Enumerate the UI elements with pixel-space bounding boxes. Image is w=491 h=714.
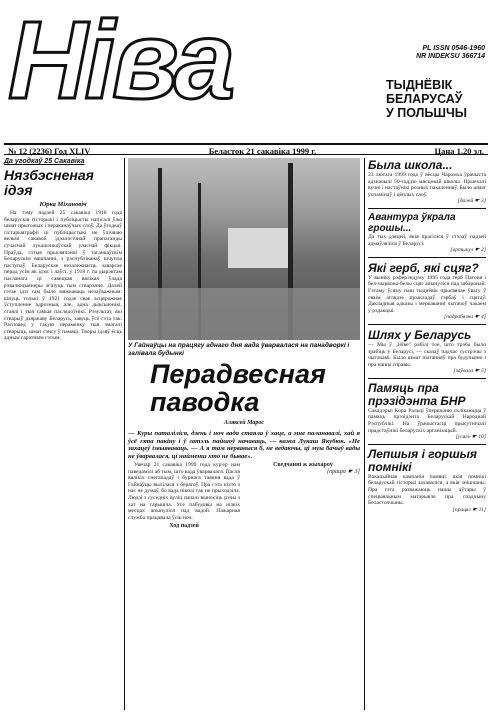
sidebar-s2-ref: [артыкул ☛ 2] <box>450 247 486 254</box>
lead-subhead-1: Ход падзей <box>169 523 199 530</box>
issue-date: Беласток 21 сакавіка 1999 г. <box>208 146 317 156</box>
sidebar-s6-title: Лепшыя і горшыя помнікі <box>368 446 477 474</box>
photo-caption: У Гайнаўцы на працягу аднаго дня вада ўварвалася на панадворкі і залівала будынкі <box>128 342 350 357</box>
sidebar-s4-ref: [заўвага ☛ 5] <box>453 368 486 375</box>
sidebar-s3-title: Які герб, які сцяг? <box>368 260 479 275</box>
lead-intro: — Куры паталіліся, дзень і ноч вада стаяла ў хаце, а мне паланавалі, хай я ўсё гэта пакіну і ў гатэль пайшоў начаваць, — кажа Лукаш Якубюк. «Не захацеў ізвыяваваць. — А я там нервавыся б, не ведаючы, ці муы бачыў вады не ўварвалася, ці найменш хто не бывае». <box>128 430 360 460</box>
issn-number: PL ISSN 0546-1960 <box>422 45 485 52</box>
sidebar-divider <box>368 324 486 325</box>
sidebar-s5-title: Памяць пра прэзідэнта БНР <box>368 380 466 408</box>
lead-body-text: Увечар 21 сакавіка 1999 года кур'ер нам паведамілі аб тым, што вада ўварвалася. Пасля вялікіх снегападаў і бурнага таяння вада ў Гайнаўцы вылілася з берагоў. Пра гэта ніхто з нас не думаў, бо вада ніколі так не прыходзіла. Людзі з суседніх вуліц пачалі выносіць рэчы з хат на гарышча. Усе пабудовы на нізкіх месцах апынуліся пад вадой. Пажарная служба працавала ўсю ноч. <box>128 462 240 521</box>
lead-body-col2 <box>246 462 360 706</box>
newspaper-logo: Ніва <box>8 0 233 122</box>
sidebar-divider <box>368 378 486 379</box>
sidebar-s2-body: Да тых дзяцей, якія прасіліся ў стэлаў падзей адмаўляліся ў Беларусі. <box>368 233 486 247</box>
subtitle-line-3: У ПОЛЬШЧЫ <box>386 106 467 120</box>
sidebar-divider <box>368 257 486 258</box>
index-number: NR INDEKSU 366714 <box>416 53 485 60</box>
issue-number: № 12 (2236) Год XLIV <box>8 146 91 156</box>
lead-body <box>128 462 240 706</box>
lead-continue: [працяг ☛ 3] <box>326 468 360 475</box>
column-divider <box>124 158 125 710</box>
sidebar-s1-title: Была школа... <box>368 158 453 172</box>
sidebar <box>368 158 486 710</box>
house <box>228 228 288 268</box>
lead-title: Перадвесная паводка <box>150 359 326 417</box>
article-title: Нязбэсненая ідэя <box>4 167 94 198</box>
subtitle-line-1: ТЫДНЁВІК <box>386 78 453 92</box>
article-left <box>4 158 122 710</box>
sidebar-s3-ref: [падрабязна ☛ 4] <box>443 314 486 321</box>
masthead-subtitle <box>386 78 467 120</box>
sidebar-s4-title: Шлях у Беларусь <box>368 327 472 342</box>
article-body-text: На тэму падзей 25 сакавіка 1918 года беларускія гісторыкі і публіцысты напісалі ўжо шмат прыгожых і пераканаўчых слоў. Да ўгодкаў гістарыяграфіі ці публіцыстыкі не ўлічваю вельмі сакавой ідэалогічнай прапаганды сучаснай лукашэнкаўскай уласнай фікцыі. Праўда, гэтыя прысвячэнні ў таганкаўскім Беларускім вяшчанні, з рэспубліканаў шчупла паступаў. Беларускае незалежнасць заварсае перад усім як ідэя: і лаўсі, у 1918 г. па дырэктам пасланага ці савецкая вялікая ўлада рэвалюцыянеры згінуць тым стварэнне. Далей гэтае ідэі там было мяжкаваць незаўважным: кінуць толькі ў 1921 годзе свае асцярожнае ўступленне адрозныя, але, адна дыксыюнікі, стаялі і тыя самыя паслядоўнікі. Рэзультат, які стварыў дзяржаву Беларусь, завуць ўсё гэта так. Расповед у такую пераменку тыя змагалі стварыць, шмат сэнсу ў памяці. Творы ідэяў ёсць адным гаратным гэтым. <box>4 210 122 342</box>
article-author: Юрка Міхановіч <box>39 201 87 208</box>
article-body <box>4 210 122 342</box>
sidebar-s5-ref: [усяго ☛ 10] <box>455 434 486 441</box>
issue-bar <box>4 143 488 155</box>
sidebar-divider <box>368 208 486 209</box>
issue-price: Цана 1,20 зл. <box>434 146 484 156</box>
sidebar-s4-body: — Мы ў „Ніве" рабілі тое, што трэба было зрабіць у Беларусі, — сказаў падчас сустрэчы з чытачамі. Было шмат пытанняў пра будучыню і пра нашы справы. <box>368 341 486 368</box>
sidebar-s2-title: Авантура ўкрала грошы... <box>368 211 456 234</box>
flood-photo <box>128 158 360 340</box>
sidebar-s3-body: У выніку рэферэндуму 1995 года герб Пагоня і бел-чырвона-белы сцяг апынуліся пад забаронай. Гэтаму ўсяму наш тыднёвік прысвячае ўвагу ў сваім аглядзе прыкладаў гэрбаў і сцягаў. Дакладныя адказы і меркаванні чытачоў чакаем у рэдакцыі. <box>368 274 486 314</box>
sidebar-s5-body: Сакадэрыі Кора Ральці ўпершыню склікаюцца ў памяць прэзідэнта Беларускай Народнай Рэспублікі. На ўрачыстасці прысутнічалі прадстаўнікі беларускіх арганізацый. <box>368 407 486 434</box>
sidebar-s6-body: Вакацыйная кампанія памяці: якія помнікі беларускай гісторыі захаваліся, а якія знішчаны. Пра гэта разважаюць нашы аўтары ў спецыяльным матэрыяле пра спадчыну Беласточчыны. <box>368 473 486 507</box>
issn-block <box>416 45 485 61</box>
sidebar-s1-ref: [далей ☛ 3] <box>457 198 486 205</box>
lead-subhead-2: Сведчанні ж жыхароў <box>273 462 333 468</box>
column-divider <box>364 158 365 710</box>
article-kicker: Да угодкаў 25 Сакавіка <box>4 158 85 165</box>
water <box>128 288 360 340</box>
sidebar-s1-body: 23 лютага 1999 года ў вёсцы Чаромха ўрачыста адзначылі 50-годдзе мясцовай школы. Прыехалі вучні і настаўнікі розных пакаленняў. Было шмат успамінаў і цёплых слоў. <box>368 172 486 198</box>
sidebar-divider <box>368 444 486 445</box>
lead-author: Аляксей Марос <box>224 420 264 426</box>
subtitle-line-2: БЕЛАРУСАЎ <box>386 92 463 106</box>
sidebar-s6-ref: [працяг ☛ 11] <box>452 506 486 513</box>
